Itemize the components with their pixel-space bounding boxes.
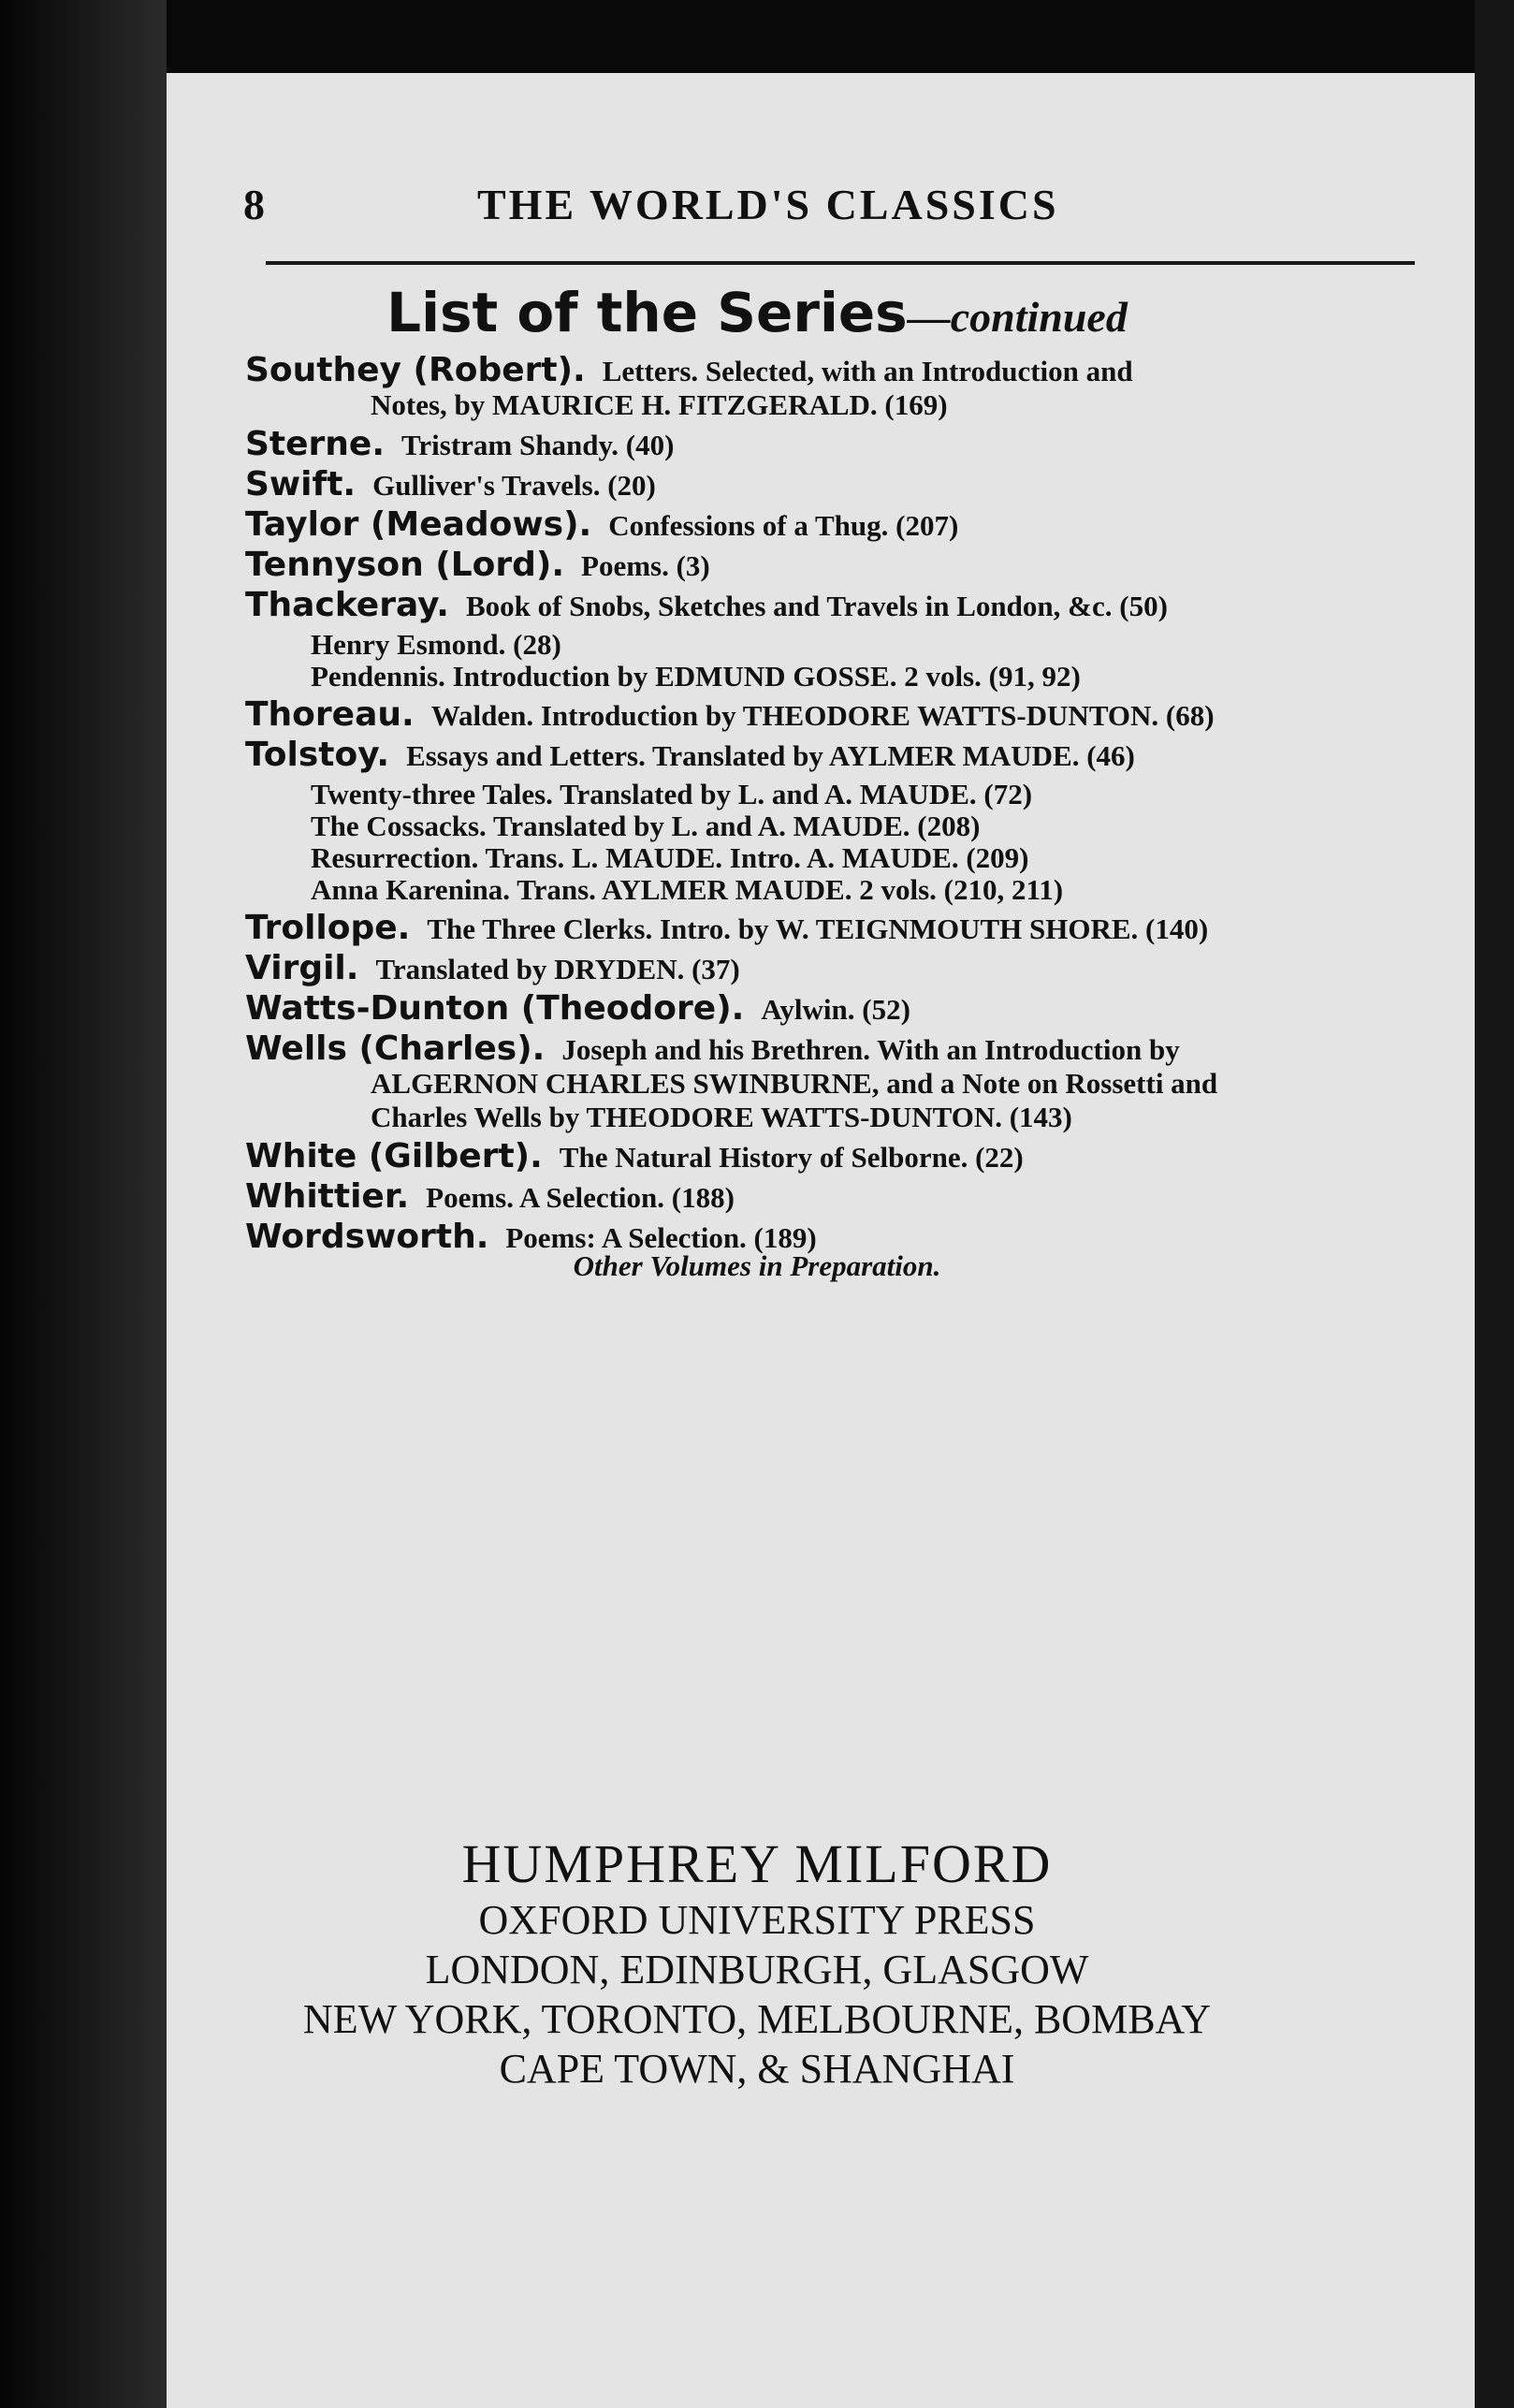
list-subitem: The Cossacks. Translated by L. and A. MAUDE. (208) [311, 810, 981, 842]
list-item [245, 351, 1405, 422]
imprint-cities-2: NEW YORK, TORONTO, MELBOURNE, BOMBAY [302, 1996, 1212, 2042]
imprint-press: OXFORD UNIVERSITY PRESS [478, 1897, 1036, 1943]
list-item [245, 949, 1405, 987]
list-title-suffix: —continued [907, 293, 1128, 341]
entry-text: Book of Snobs, Sketches and Travels in London, &c. (50) [466, 590, 1168, 622]
list-item [245, 425, 1405, 463]
entry-author: Tennyson (Lord). [245, 546, 565, 584]
entry-text: Walden. Introduction by THEODORE WATTS-DUNTON. (68) [430, 699, 1215, 732]
entry-author: Swift. [245, 465, 357, 503]
entry-author: Thoreau. [245, 695, 415, 734]
entry-continuation: ALGERNON CHARLES SWINBURNE, and a Note on Rossetti and [371, 1067, 1218, 1100]
imprint-cities-3: CAPE TOWN, & SHANGHAI [499, 2046, 1015, 2092]
list-item [245, 1177, 1405, 1216]
entry-text: Tristram Shandy. (40) [401, 429, 675, 461]
entry-text: Poems. A Selection. (188) [426, 1181, 735, 1214]
list-title-main: List of the Series [386, 281, 908, 344]
entry-text: Essays and Letters. Translated by AYLMER MAUDE. (46) [406, 739, 1135, 772]
entry-author: Watts-Dunton (Theodore). [245, 989, 745, 1028]
list-item [245, 909, 1405, 947]
list-item [245, 738, 1405, 773]
list-title [0, 281, 1514, 344]
scan-top-edge [167, 0, 1475, 73]
list-item [245, 465, 1405, 503]
entry-author: Trollope. [245, 909, 411, 947]
entry-author: Wells (Charles). [245, 1029, 546, 1068]
preparation-note: Other Volumes in Preparation. [573, 1249, 941, 1282]
entry-text: Aylwin. (52) [761, 993, 910, 1026]
entry-text: Translated by DRYDEN. (37) [375, 953, 740, 985]
list-subitem: Anna Karenina. Trans. AYLMER MAUDE. 2 vols. (210, 211) [311, 873, 1064, 906]
list-subitem: Twenty-three Tales. Translated by L. and A. MAUDE. (72) [311, 778, 1033, 810]
entry-text: The Three Clerks. Intro. by W. TEIGNMOUTH SHORE. (140) [427, 912, 1209, 945]
entry-text: Letters. Selected, with an Introduction and [602, 355, 1133, 387]
entry-author: Wordsworth. [245, 1218, 489, 1256]
entry-text: Poems: A Selection. (189) [505, 1221, 817, 1254]
entry-text: Poems. (3) [581, 549, 710, 582]
entry-author: White (Gilbert). [245, 1137, 543, 1175]
list-item [245, 1029, 1405, 1134]
list-item [245, 1137, 1405, 1175]
list-item [245, 695, 1405, 734]
page-number: 8 [243, 181, 265, 228]
running-title: THE WORLD'S CLASSICS [477, 181, 1059, 228]
list-item [245, 548, 1405, 583]
entry-text: Confessions of a Thug. (207) [608, 509, 959, 542]
entry-text: Joseph and his Brethren. With an Introduction by [561, 1033, 1180, 1066]
imprint-cities-1: LONDON, EDINBURGH, GLASGOW [425, 1947, 1089, 1992]
page-header [243, 180, 1188, 240]
header-rule [266, 261, 1415, 265]
entry-author: Whittier. [245, 1177, 410, 1216]
entry-author: Thackeray. [245, 586, 449, 624]
series-list [245, 351, 1405, 1261]
list-item [245, 989, 1405, 1028]
entry-continuation: Notes, by MAURICE H. FITZGERALD. (169) [371, 388, 948, 421]
entry-text: The Natural History of Selborne. (22) [559, 1141, 1024, 1174]
list-subitem: Resurrection. Trans. L. MAUDE. Intro. A. MAUDE. (209) [311, 841, 1029, 874]
entry-author: Southey (Robert). [245, 351, 586, 389]
entry-text: Gulliver's Travels. (20) [372, 469, 656, 502]
entry-author: Tolstoy. [245, 736, 390, 774]
entry-author: Sterne. [245, 425, 386, 463]
entry-author: Virgil. [245, 949, 359, 987]
list-subitem: Henry Esmond. (28) [311, 628, 561, 661]
list-subitem: Pendennis. Introduction by EDMUND GOSSE. 2 vols. (91, 92) [311, 660, 1081, 693]
list-item [245, 505, 1405, 544]
imprint-publisher: HUMPHREY MILFORD [461, 1833, 1053, 1894]
list-item [245, 586, 1405, 624]
entry-continuation: Charles Wells by THEODORE WATTS-DUNTON. (143) [371, 1101, 1072, 1133]
entry-author: Taylor (Meadows). [245, 505, 592, 544]
